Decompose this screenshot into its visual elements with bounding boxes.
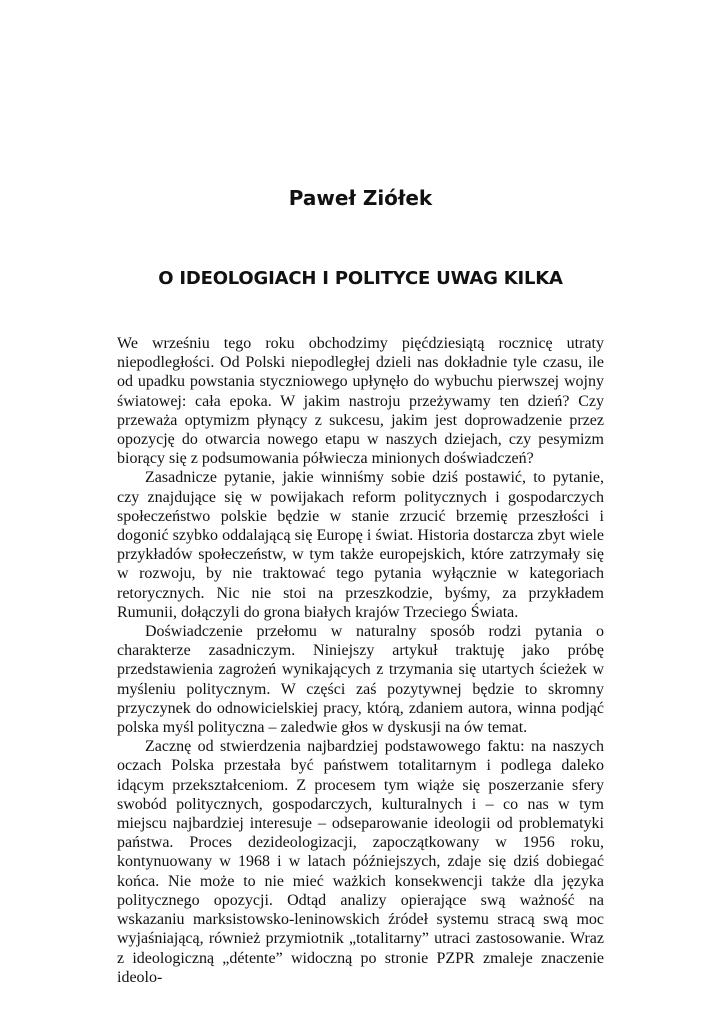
article-body — [117, 334, 604, 987]
paragraph-4: Zacznę od stwierdzenia najbardziej podstawowego faktu: na naszych oczach Polska przestała być państwem totalitarnym i podlega daleko idącym przekształceniom. Z procesem tym wiąże się poszerzanie sfery swobód politycznych, gospodarczych, kulturalnych i – co nas w tym miejscu najbardziej interesuje – odseparowanie ideologii od problematyki państwa. Proces dezideologizacji, zapoczątkowany w 1956 roku, kontynuowany w 1968 i w latach późniejszych, zdaje się dziś dobiegać końca. Nie może to nie mieć ważkich konsekwencji także dla języka politycznego opozycji. Odtąd analizy opierające swą ważność na wskazaniu marksistowsko-leninowskich źródeł systemu stracą swą moc wyjaśniającą, również przymiotnik „totalitarny” utraci zastosowanie. Wraz z ideologiczną „détente” widoczną po stronie PZPR zmaleje znaczenie ideolo- — [117, 738, 604, 986]
author-name: Paweł Ziółek — [288, 186, 433, 210]
article-title: O IDEOLOGIACH I POLITYCE UWAG KILKA — [158, 268, 563, 289]
paragraph-1: We wrześniu tego roku obchodzimy pięćdziesiątą rocznicę utraty niepodległości. Od Polski niepodległej dzieli nas dokładnie tyle czasu, ile od upadku powstania styczniowego upłynęło do wybuchu pierwszej wojny światowej: cała epoka. W jakim nastroju przeżywamy ten dzień? Czy przeważa optymizm płynący z sukcesu, jakim jest doprowadzenie przez opozycję do otwarcia nowego etapu w naszych dziejach, czy pesymizm biorący się z podsumowania półwiecza minionych doświadczeń? — [117, 335, 604, 468]
paragraph-3: Doświadczenie przełomu w naturalny sposób rodzi pytania o charakterze zasadniczym. Niniejszy artykuł traktuję jako próbę przedstawienia zagrożeń wynikających z trzymania się utartych ścieżek w myśleniu politycznym. W części zaś pozytywnej będzie to skromny przyczynek do odnowicielskiej pracy, którą, zdaniem autora, winna podjąć polska myśl polityczna – zaledwie głos w dyskusji na ów temat. — [117, 623, 604, 737]
paragraph-2: Zasadnicze pytanie, jakie winniśmy sobie dziś postawić, to pytanie, czy znajdujące się w powijakach reform politycznych i gospodarczych społeczeństwo polskie będzie w stanie zrzucić brzemię przeszłości i dogonić szybko oddalającą się Europę i świat. Historia dostarcza zbyt wiele przykładów społeczeństw, w tym także europejskich, które zatrzymały się w rozwoju, by nie traktować tego pytania wyłącznie w kategoriach retorycznych. Nic nie stoi na przeszkodzie, byśmy, za przykładem Rumunii, dołączyli do grona białych krajów Trzeciego Świata. — [117, 469, 604, 621]
